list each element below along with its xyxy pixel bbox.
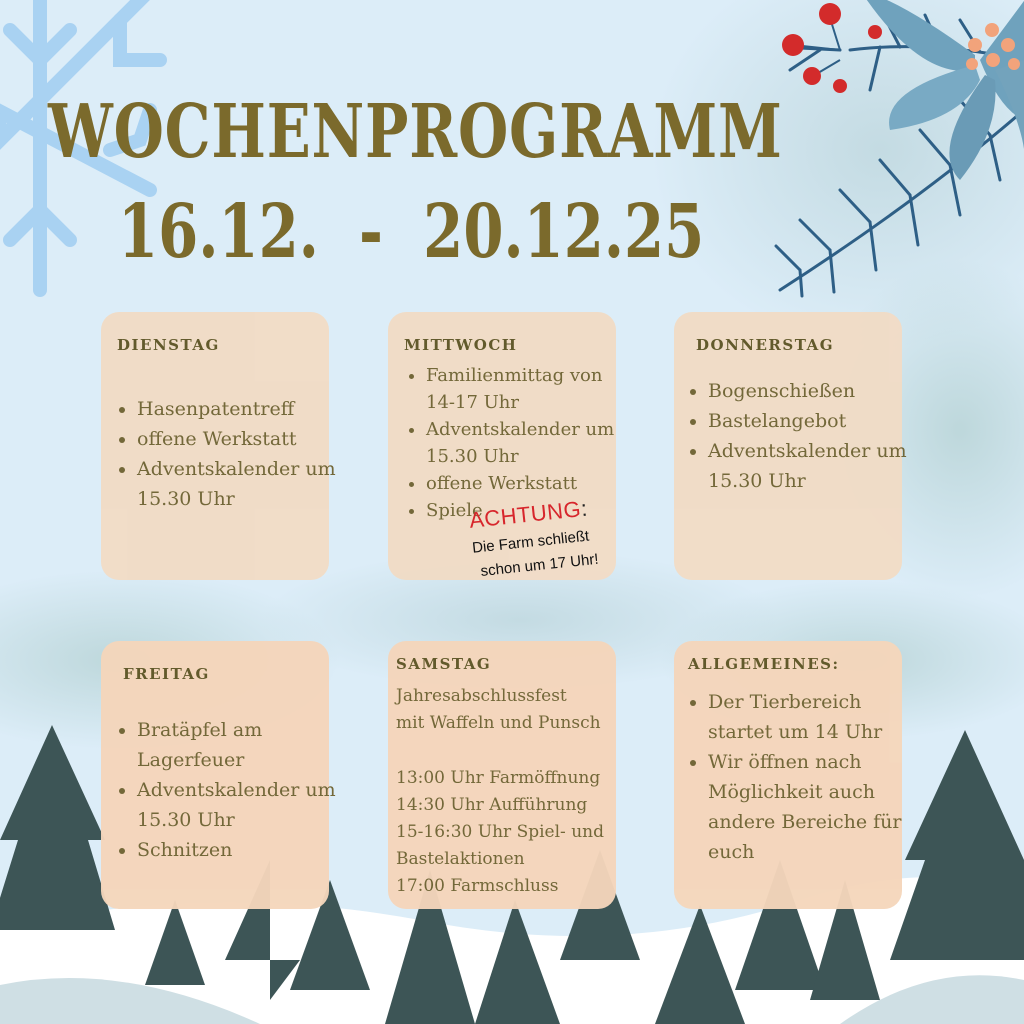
list-item: • Schnitzen xyxy=(137,835,337,865)
list-item: • Adventskalender um 15.30 Uhr xyxy=(426,416,622,470)
card-freitag xyxy=(101,641,336,909)
list-item: • Bogenschießen xyxy=(708,376,908,406)
card-samstag xyxy=(388,641,616,909)
card-heading: DONNERSTAG xyxy=(696,336,835,354)
activity-list xyxy=(115,394,337,514)
notice-colon: : xyxy=(579,495,589,522)
list-item: • Familienmittag von 14-17 Uhr xyxy=(426,362,622,416)
card-heading: FREITAG xyxy=(123,665,210,683)
list-item: • Bastelangebot xyxy=(708,406,908,436)
notice-line-1: Die Farm schließt xyxy=(471,527,591,557)
list-item: • offene Werkstatt xyxy=(137,424,337,454)
schedule-line: 13:00 Uhr Farmöffnung xyxy=(396,768,601,788)
list-item: • Wir öffnen nach Möglichkeit auch andere Bereiche für euch xyxy=(708,747,904,867)
schedule-line: 17:00 Farmschluss xyxy=(396,876,559,896)
list-item: • Adventskalender um 15.30 Uhr xyxy=(137,775,337,835)
card-allgemeines xyxy=(674,641,902,909)
notice-label: ACHTUNG xyxy=(468,496,583,533)
card-heading: MITTWOCH xyxy=(404,336,518,354)
card-donnerstag xyxy=(674,312,907,580)
card-heading: DIENSTAG xyxy=(117,336,220,354)
date-range: 16.12. - 20.12.25 xyxy=(118,189,705,275)
activity-list xyxy=(686,376,908,496)
schedule-line: Bastelaktionen xyxy=(396,849,525,869)
closing-notice xyxy=(468,495,600,584)
list-item: • Bratäpfel am Lagerfeuer xyxy=(137,715,337,775)
samstag-intro-1: Jahresabschlussfest xyxy=(396,686,567,706)
card-heading: SAMSTAG xyxy=(396,655,492,673)
samstag-intro-2: mit Waffeln und Punsch xyxy=(396,713,601,733)
list-item: • Adventskalender um 15.30 Uhr xyxy=(137,454,337,514)
card-dienstag xyxy=(101,312,336,580)
schedule-line: 14:30 Uhr Aufführung xyxy=(396,795,588,815)
page-title: WOCHENPROGRAMM xyxy=(48,89,783,175)
list-item: • Hasenpatentreff xyxy=(137,394,337,424)
list-item: • Der Tierbereich startet um 14 Uhr xyxy=(708,687,904,747)
list-item: • Adventskalender um 15.30 Uhr xyxy=(708,436,908,496)
schedule-line: 15-16:30 Uhr Spiel- und xyxy=(396,822,604,842)
activity-list xyxy=(115,715,337,865)
info-list xyxy=(686,687,904,867)
list-item: • Spiele xyxy=(426,497,622,524)
card-heading: ALLGEMEINES: xyxy=(688,655,840,673)
notice-line-2: schon um 17 Uhr! xyxy=(479,550,600,580)
list-item: • offene Werkstatt xyxy=(426,470,622,497)
